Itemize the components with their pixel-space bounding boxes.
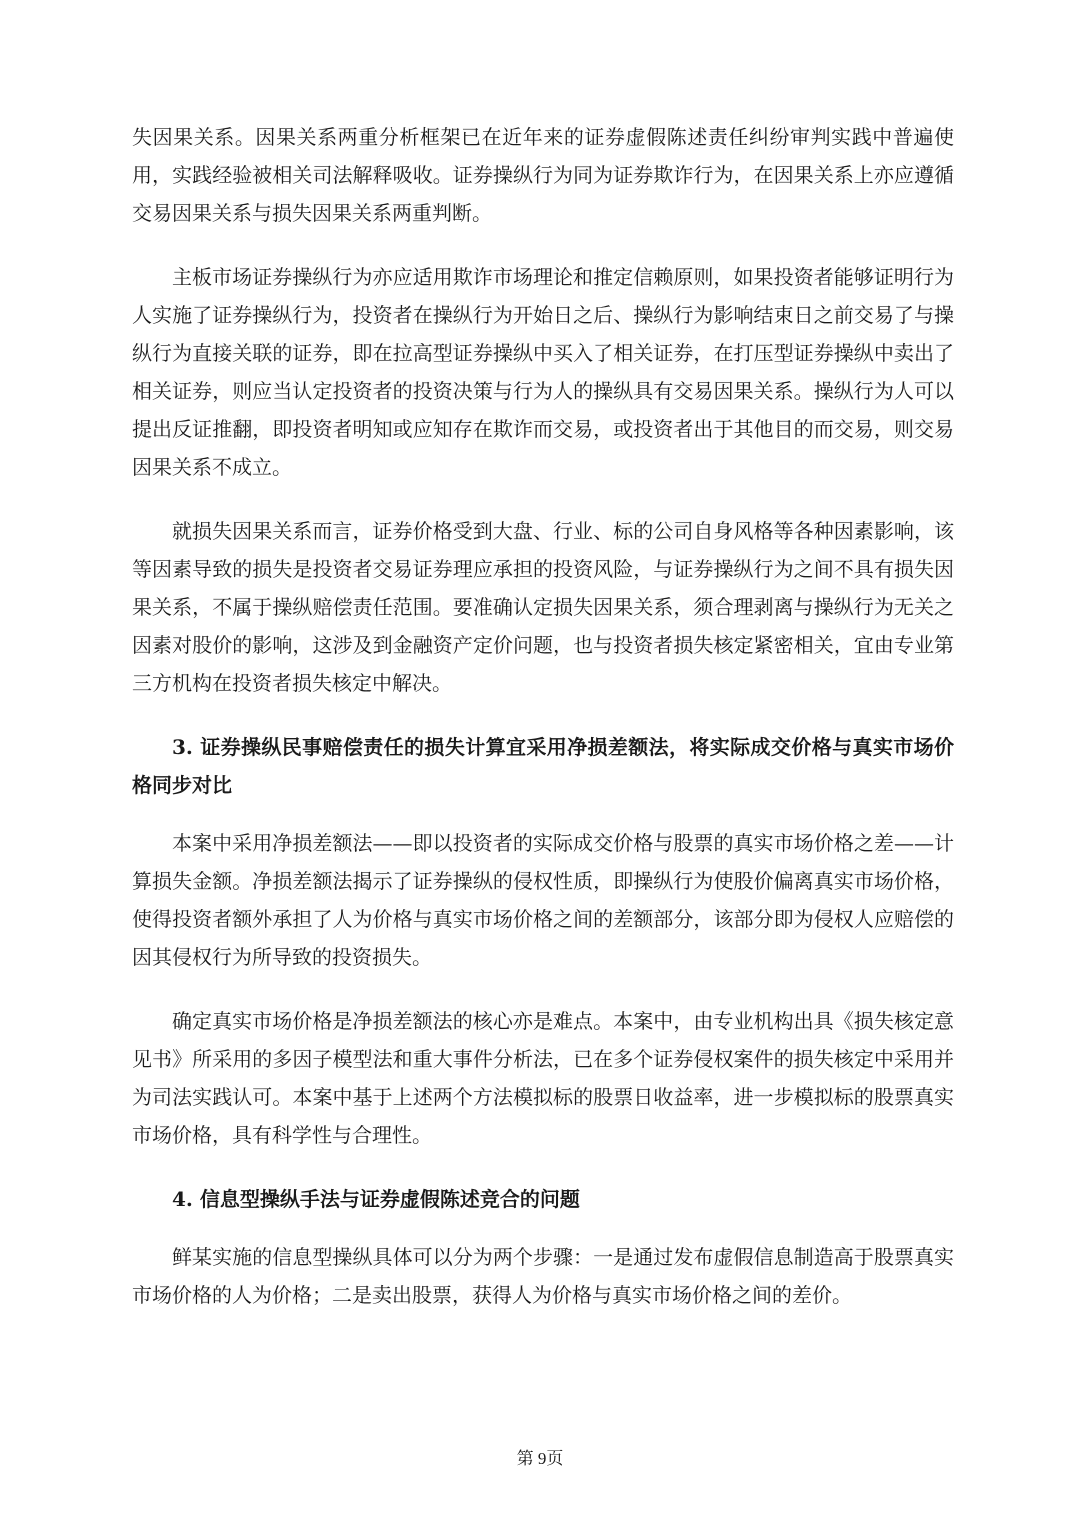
paragraph-causation-framework: 失因果关系。因果关系两重分析框架已在近年来的证券虚假陈述责任纠纷审判实践中普遍使用，实践经验被相关司法解释吸收。证券操纵行为同为证券欺诈行为，在因果关系上亦应遵循交易因果关系与损失因果关系两重判断。 [132, 125, 954, 225]
paragraph-net-loss-method: 本案中采用净损差额法——即以投资者的实际成交价格与股票的真实市场价格之差——计算损失金额。净损差额法揭示了证券操纵的侵权性质，即操纵行为使股价偏离真实市场价格，使得投资者额外承担了人为价格与真实市场价格之间的差额部分，该部分即为侵权人应赔偿的因其侵权行为所导致的投资损失。 [132, 831, 954, 969]
paragraph-loss-causation: 就损失因果关系而言，证券价格受到大盘、行业、标的公司自身风格等各种因素影响，该等因素导致的损失是投资者交易证券理应承担的投资风险，与证券操纵行为之间不具有损失因果关系，不属于操纵赔偿责任范围。要准确认定损失因果关系，须合理剥离与操纵行为无关之因素对股价的影响，这涉及到金融资产定价问题，也与投资者损失核定紧密相关，宜由专业第三方机构在投资者损失核定中解决。 [132, 519, 954, 695]
document-body [132, 118, 954, 1340]
section-heading-3: 3. 证券操纵民事赔偿责任的损失计算宜采用净损差额法，将实际成交价格与真实市场价格同步对比 [132, 735, 954, 797]
paragraph-true-market-price: 确定真实市场价格是净损差额法的核心亦是难点。本案中，由专业机构出具《损失核定意见书》所采用的多因子模型法和重大事件分析法，已在多个证券侵权案件的损失核定中采用并为司法实践认可。本案中基于上述两个方法模拟标的股票日收益率，进一步模拟标的股票真实市场价格，具有科学性与合理性。 [132, 1009, 954, 1147]
section-heading-4: 4. 信息型操纵手法与证券虚假陈述竞合的问题 [172, 1187, 580, 1211]
paragraph-fraud-on-market: 主板市场证券操纵行为亦应适用欺诈市场理论和推定信赖原则，如果投资者能够证明行为人实施了证券操纵行为，投资者在操纵行为开始日之后、操纵行为影响结束日之前交易了与操纵行为直接关联的证券，即在拉高型证券操纵中买入了相关证券，在打压型证券操纵中卖出了相关证券，则应当认定投资者的投资决策与行为人的操纵具有交易因果关系。操纵行为人可以提出反证推翻，即投资者明知或应知存在欺诈而交易，或投资者出于其他目的而交易，则交易因果关系不成立。 [132, 265, 954, 479]
paragraph-information-manipulation: 鲜某实施的信息型操纵具体可以分为两个步骤：一是通过发布虚假信息制造高于股票真实市场价格的人为价格；二是卖出股票，获得人为价格与真实市场价格之间的差价。 [132, 1245, 954, 1307]
page-number: 第 9页 [516, 1449, 564, 1468]
